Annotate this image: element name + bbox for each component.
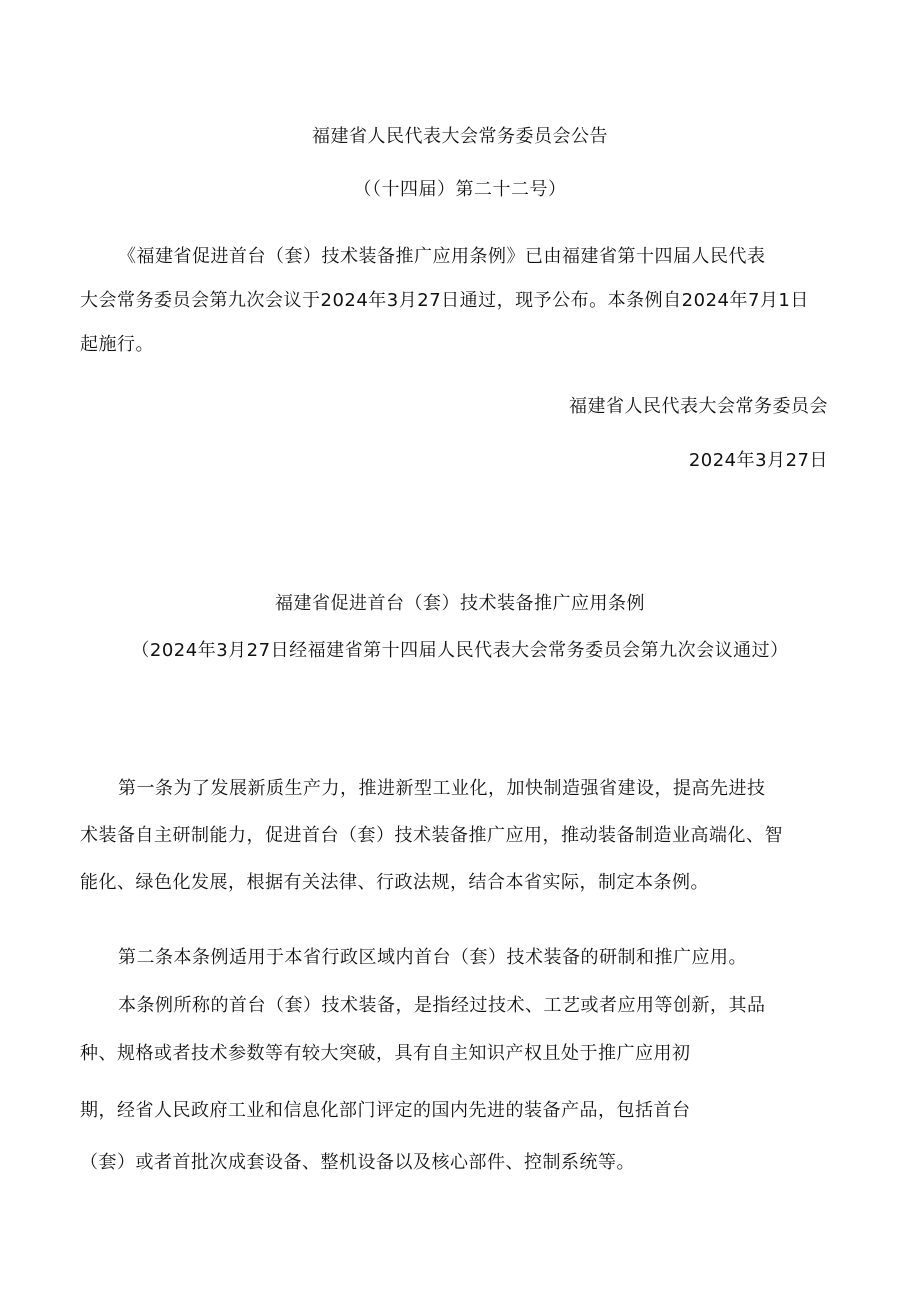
definition-line-4: （套）或者首批次成套设备、整机设备以及核心部件、控制系统等。: [80, 1152, 635, 1173]
regulation-title: 福建省促进首台（套）技术装备推广应用条例: [275, 593, 645, 614]
article-1-line-1: 第一条为了发展新质生产力，推进新型工业化，加快制造强省建设，提高先进技: [118, 778, 766, 799]
announcement-signature: 福建省人民代表大会常务委员会: [569, 396, 828, 417]
announcement-title: 福建省人民代表大会常务委员会公告: [312, 126, 608, 147]
article-1-line-2: 术装备自主研制能力，促进首台（套）技术装备推广应用，推动装备制造业高端化、智: [80, 825, 783, 846]
article-2-line: 第二条本条例适用于本省行政区域内首台（套）技术装备的研制和推广应用。: [118, 947, 747, 968]
announcement-body-line-1: 《福建省促进首台（套）技术装备推广应用条例》已由福建省第十四届人民代表: [118, 246, 766, 267]
definition-line-3: 期，经省人民政府工业和信息化部门评定的国内先进的装备产品，包括首台: [80, 1100, 691, 1121]
announcement-body-line-2: 大会常务委员会第九次会议于2024年3月27日通过，现予公布。本条例自2024年7月1日: [80, 290, 809, 311]
announcement-date: 2024年3月27日: [688, 450, 828, 471]
definition-line-1: 本条例所称的首台（套）技术装备，是指经过技术、工艺或者应用等创新，其品: [118, 995, 766, 1016]
definition-line-2: 种、规格或者技术参数等有较大突破，具有自主知识产权且处于推广应用初: [80, 1043, 691, 1064]
article-1-line-3: 能化、绿色化发展，根据有关法律、行政法规，结合本省实际，制定本条例。: [80, 872, 709, 893]
announcement-number: （（十四届）第二十二号）: [353, 179, 567, 200]
regulation-subtitle: （2024年3月27日经福建省第十四届人民代表大会常务委员会第九次会议通过）: [131, 640, 789, 661]
announcement-body-line-3: 起施行。: [80, 334, 154, 355]
